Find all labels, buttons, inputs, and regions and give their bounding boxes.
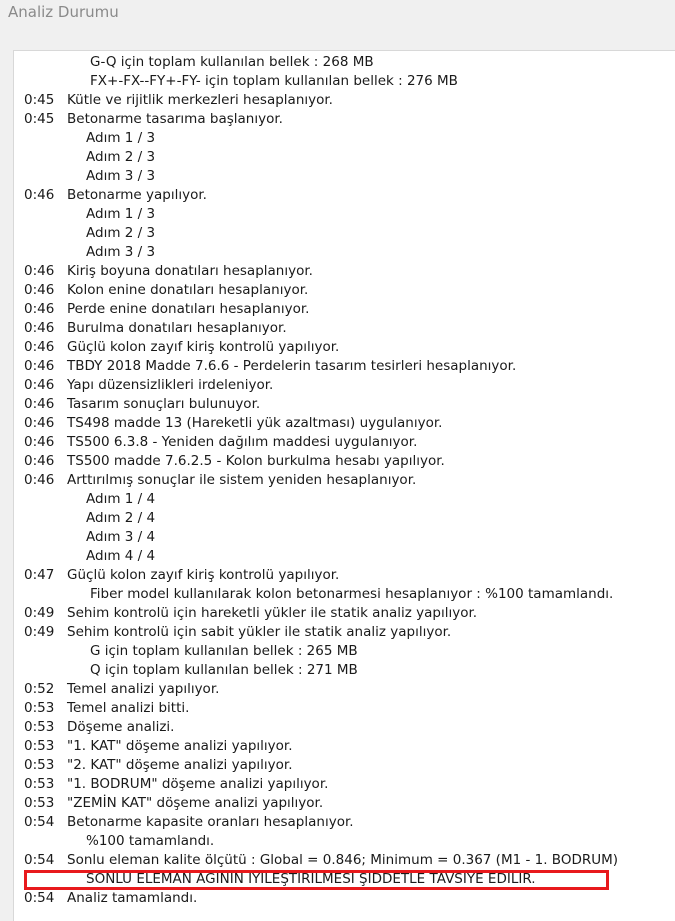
log-timestamp: 0:52 [24, 681, 55, 697]
log-message: Temel analizi yapılıyor. [67, 681, 220, 697]
log-line [24, 528, 675, 547]
log-message: TS500 6.3.8 - Yeniden dağılım maddesi uygulanıyor. [67, 434, 418, 450]
log-message: Adım 2 / 4 [86, 510, 156, 526]
log-timestamp: 0:54 [24, 814, 55, 830]
log-line [24, 452, 675, 471]
log-timestamp: 0:46 [24, 472, 55, 488]
log-timestamp: 0:46 [24, 301, 55, 317]
log-line [24, 661, 675, 680]
log-line [24, 129, 675, 148]
log-line [24, 110, 675, 129]
log-timestamp: 0:53 [24, 795, 55, 811]
log-line [24, 300, 675, 319]
log-line [24, 604, 675, 623]
log-timestamp: 0:46 [24, 187, 55, 203]
log-message: Güçlü kolon zayıf kiriş kontrolü yapılıyor. [67, 339, 340, 355]
log-timestamp: 0:54 [24, 890, 55, 906]
log-message: G-Q için toplam kullanılan bellek : 268 MB [90, 54, 374, 70]
log-line [24, 547, 675, 566]
analysis-log-panel[interactable] [13, 50, 675, 921]
log-line [24, 889, 675, 908]
log-line [24, 490, 675, 509]
log-line [24, 851, 675, 870]
log-line [24, 813, 675, 832]
log-timestamp: 0:54 [24, 852, 55, 868]
log-timestamp: 0:53 [24, 700, 55, 716]
log-message: SONLU ELEMAN AĞININ İYİLEŞTİRİLMESİ ŞİDDETLE TAVSİYE EDİLİR. [86, 871, 536, 887]
log-message: Q için toplam kullanılan bellek : 271 MB [90, 662, 358, 678]
log-timestamp: 0:46 [24, 358, 55, 374]
log-message: Fiber model kullanılarak kolon betonarmesi hesaplanıyor : %100 tamamlandı. [90, 586, 614, 602]
log-timestamp: 0:49 [24, 605, 55, 621]
log-timestamp: 0:53 [24, 738, 55, 754]
log-message: %100 tamamlandı. [86, 833, 215, 849]
log-line [24, 338, 675, 357]
log-message: Sonlu eleman kalite ölçütü : Global = 0.846; Minimum = 0.367 (M1 - 1. BODRUM) [67, 852, 619, 868]
log-line [24, 642, 675, 661]
log-timestamp: 0:46 [24, 434, 55, 450]
log-message: Tasarım sonuçları bulunuyor. [67, 396, 261, 412]
log-timestamp: 0:46 [24, 377, 55, 393]
log-line [24, 623, 675, 642]
log-message: Betonarme kapasite oranları hesaplanıyor. [67, 814, 354, 830]
log-message: Temel analizi bitti. [67, 700, 190, 716]
log-message: TBDY 2018 Madde 7.6.6 - Perdelerin tasarım tesirleri hesaplanıyor. [67, 358, 517, 374]
log-line [24, 376, 675, 395]
log-message: Adım 4 / 4 [86, 548, 156, 564]
log-line [24, 832, 675, 851]
log-line [24, 281, 675, 300]
log-timestamp: 0:53 [24, 757, 55, 773]
log-timestamp: 0:53 [24, 776, 55, 792]
log-message: Adım 3 / 4 [86, 529, 156, 545]
log-message: Adım 2 / 3 [86, 149, 156, 165]
log-timestamp: 0:49 [24, 624, 55, 640]
log-timestamp: 0:46 [24, 339, 55, 355]
log-message: "ZEMİN KAT" döşeme analizi yapılıyor. [67, 795, 324, 811]
log-message: Adım 2 / 3 [86, 225, 156, 241]
log-message: Sehim kontrolü için sabit yükler ile statik analiz yapılıyor. [67, 624, 452, 640]
log-timestamp: 0:46 [24, 282, 55, 298]
log-timestamp: 0:45 [24, 111, 55, 127]
log-line [24, 471, 675, 490]
log-message: G için toplam kullanılan bellek : 265 MB [90, 643, 358, 659]
log-line [24, 167, 675, 186]
log-message: "1. BODRUM" döşeme analizi yapılıyor. [67, 776, 329, 792]
log-message: Analiz tamamlandı. [67, 890, 198, 906]
log-message: Betonarme tasarıma başlanıyor. [67, 111, 283, 127]
log-line [24, 72, 675, 91]
log-timestamp: 0:46 [24, 263, 55, 279]
log-line [24, 205, 675, 224]
log-message: Adım 1 / 3 [86, 206, 156, 222]
log-line [24, 680, 675, 699]
log-line [24, 699, 675, 718]
log-line [24, 870, 675, 889]
log-message: Betonarme yapılıyor. [67, 187, 207, 203]
log-message: TS500 madde 7.6.2.5 - Kolon burkulma hesabı yapılıyor. [67, 453, 445, 469]
log-timestamp: 0:46 [24, 396, 55, 412]
log-message: Perde enine donatıları hesaplanıyor. [67, 301, 310, 317]
log-timestamp: 0:46 [24, 320, 55, 336]
log-message: Adım 1 / 3 [86, 130, 156, 146]
log-line [24, 509, 675, 528]
log-message: Arttırılmış sonuçlar ile sistem yeniden hesaplanıyor. [67, 472, 417, 488]
log-line [24, 148, 675, 167]
log-timestamp: 0:46 [24, 453, 55, 469]
log-message: Adım 1 / 4 [86, 491, 156, 507]
log-line [24, 794, 675, 813]
log-message: "1. KAT" döşeme analizi yapılıyor. [67, 738, 293, 754]
log-line [24, 262, 675, 281]
log-line [24, 186, 675, 205]
log-message: "2. KAT" döşeme analizi yapılıyor. [67, 757, 293, 773]
log-message: Burulma donatıları hesaplanıyor. [67, 320, 287, 336]
log-message: Adım 3 / 3 [86, 168, 156, 184]
log-line [24, 224, 675, 243]
log-message: Sehim kontrolü için hareketli yükler ile statik analiz yapılıyor. [67, 605, 478, 621]
log-line [24, 414, 675, 433]
log-timestamp: 0:47 [24, 567, 55, 583]
log-line [24, 243, 675, 262]
analysis-log-list [24, 53, 675, 908]
log-message: Güçlü kolon zayıf kiriş kontrolü yapılıyor. [67, 567, 340, 583]
log-line [24, 566, 675, 585]
log-line [24, 737, 675, 756]
log-line [24, 319, 675, 338]
log-message: Adım 3 / 3 [86, 244, 156, 260]
log-line [24, 53, 675, 72]
log-line [24, 433, 675, 452]
log-timestamp: 0:45 [24, 92, 55, 108]
log-line [24, 756, 675, 775]
log-message: Kiriş boyuna donatıları hesaplanıyor. [67, 263, 313, 279]
log-message: TS498 madde 13 (Hareketli yük azaltması) uygulanıyor. [67, 415, 443, 431]
log-message: Kütle ve rijitlik merkezleri hesaplanıyor. [67, 92, 333, 108]
log-line [24, 775, 675, 794]
log-line [24, 585, 675, 604]
log-line [24, 91, 675, 110]
log-line [24, 357, 675, 376]
log-line [24, 718, 675, 737]
log-timestamp: 0:53 [24, 719, 55, 735]
log-line [24, 395, 675, 414]
log-timestamp: 0:46 [24, 415, 55, 431]
log-message: Yapı düzensizlikleri irdeleniyor. [67, 377, 274, 393]
log-message: FX+-FX--FY+-FY- için toplam kullanılan bellek : 276 MB [90, 73, 458, 89]
log-message: Döşeme analizi. [67, 719, 175, 735]
log-message: Kolon enine donatıları hesaplanıyor. [67, 282, 309, 298]
window-title: Analiz Durumu [8, 3, 119, 21]
